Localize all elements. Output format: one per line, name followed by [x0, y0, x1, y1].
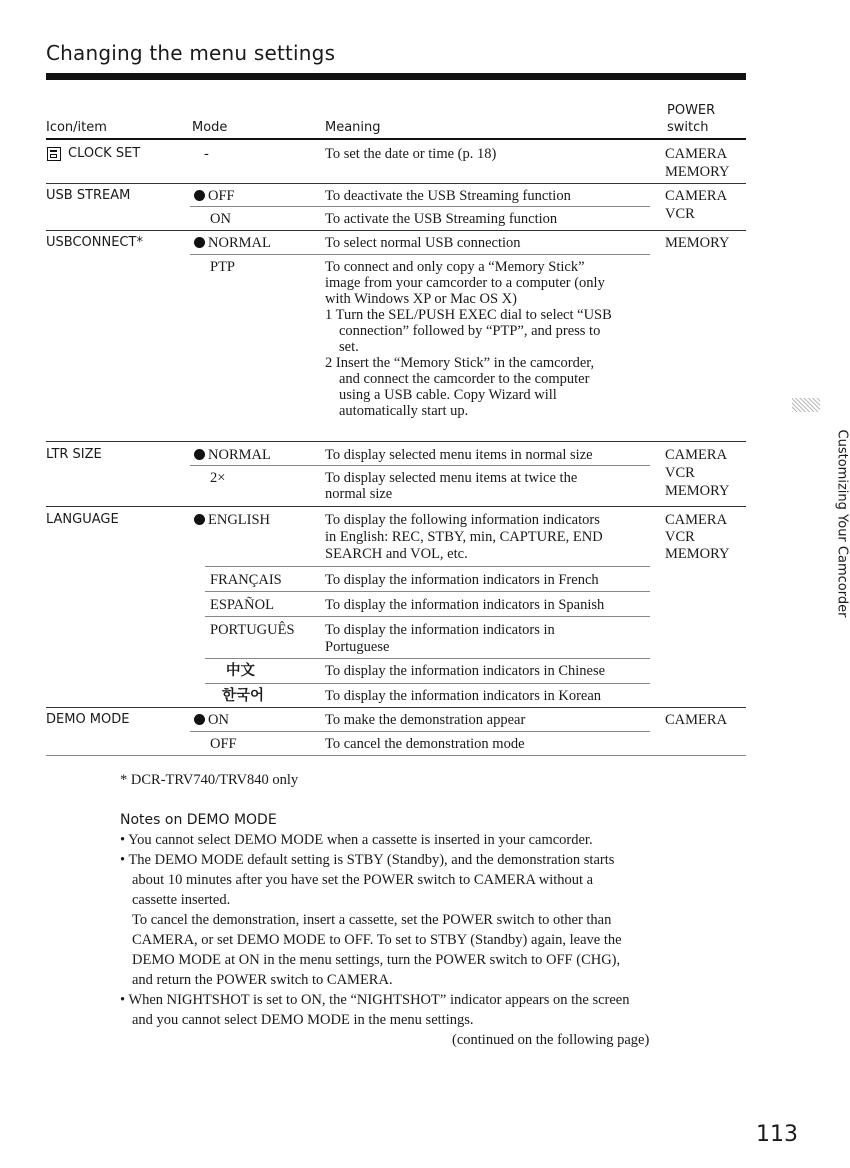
notes-bullet-2-line: • The DEMO MODE default setting is STBY (Standby), and the demonstration starts: [120, 852, 615, 868]
mode-clock-set: -: [204, 146, 209, 162]
divider-usbconnect-inner: [190, 254, 650, 255]
power-usbconnect-1: MEMORY: [665, 235, 730, 251]
meaning-language-portugues-2: Portuguese: [325, 639, 390, 655]
item-ltr-size: LTR SIZE: [46, 447, 102, 462]
mode-usb-stream-off: [194, 188, 235, 204]
default-dot-icon: [194, 514, 205, 525]
power-usb-stream-1: CAMERA: [665, 188, 728, 204]
meaning-language-korean: To display the information indicators in Korean: [325, 688, 602, 704]
notes-para-line: CAMERA, or set DEMO MODE to OFF. To set to STBY (Standby) again, leave the: [132, 932, 622, 948]
power-language-2: VCR: [665, 529, 695, 545]
mode-usb-stream-off-label: OFF: [208, 188, 235, 204]
mode-ltr-size-normal-label: NORMAL: [208, 447, 271, 463]
power-ltr-size-2: VCR: [665, 465, 695, 481]
divider-ltr-size: [46, 506, 746, 507]
notes-bullet-2-line: cassette inserted.: [132, 892, 231, 908]
item-usb-stream: USB STREAM: [46, 188, 131, 203]
meaning-language-english-1: To display the following information indicators: [325, 512, 600, 528]
mode-ltr-size-2x: 2×: [210, 470, 226, 486]
divider-demo-mode-inner: [190, 731, 650, 732]
meaning-ltr-size-normal: To display selected menu items in normal size: [325, 447, 593, 463]
item-clock-set: CLOCK SET: [68, 146, 141, 161]
header-mode: Mode: [192, 120, 228, 135]
side-tab-text: Customizing Your Camcorder: [834, 429, 850, 618]
mode-language-korean: 한국어: [222, 688, 265, 704]
divider-language: [46, 707, 746, 708]
notes-bullet-2-line: about 10 minutes after you have set the POWER switch to CAMERA without a: [132, 872, 594, 888]
mode-ltr-size-normal: [194, 447, 271, 463]
page-number: 113: [756, 1122, 798, 1147]
mode-usbconnect-normal: [194, 235, 271, 251]
meaning-usb-stream-off: To deactivate the USB Streaming function: [325, 188, 571, 204]
divider-clock-set: [46, 183, 746, 184]
divider-language-3: [205, 616, 650, 617]
power-language-3: MEMORY: [665, 546, 730, 562]
divider-demo-mode: [46, 755, 746, 756]
item-language: LANGUAGE: [46, 512, 119, 527]
meaning-usbconnect-ptp: [325, 259, 655, 419]
page-title: Changing the menu settings: [46, 41, 336, 65]
divider-usb-stream: [46, 230, 746, 231]
meaning-usbconnect-normal: To select normal USB connection: [325, 235, 521, 251]
mode-language-english: [194, 512, 270, 528]
meaning-language-english-3: SEARCH and VOL, etc.: [325, 546, 468, 562]
mode-language-chinese: 中文: [226, 663, 255, 679]
notes-continued: (continued on the following page): [452, 1032, 650, 1048]
meaning-usb-stream-on: To activate the USB Streaming function: [325, 211, 558, 227]
mode-language-francais: FRANÇAIS: [210, 572, 282, 588]
mode-usb-stream-on: ON: [210, 211, 231, 227]
mode-demo-mode-on: [194, 712, 229, 728]
mode-usbconnect-ptp: PTP: [210, 259, 235, 275]
notes-para-line: and return the POWER switch to CAMERA.: [132, 972, 393, 988]
meaning-ltr-size-2x-2: normal size: [325, 486, 393, 502]
mode-demo-mode-on-label: ON: [208, 712, 229, 728]
clock-set-icon: [47, 147, 61, 161]
default-dot-icon: [194, 714, 205, 725]
ptp-step2-line: 2 Insert the “Memory Stick” in the camcorder,: [325, 355, 595, 371]
ptp-line: image from your camcorder to a computer (only: [325, 275, 605, 291]
footnote: * DCR-TRV740/TRV840 only: [120, 772, 299, 788]
default-dot-icon: [194, 190, 205, 201]
mode-language-portugues: PORTUGUÊS: [210, 622, 295, 638]
ptp-step2-line: and connect the camcorder to the computer: [339, 371, 590, 387]
notes-para-line: DEMO MODE at ON in the menu settings, turn the POWER switch to OFF (CHG),: [132, 952, 621, 968]
power-ltr-size-3: MEMORY: [665, 483, 730, 499]
divider-language-1: [205, 566, 650, 567]
default-dot-icon: [194, 237, 205, 248]
header-icon-item: Icon/item: [46, 120, 107, 135]
divider-language-5: [205, 683, 650, 684]
meaning-language-espanol: To display the information indicators in Spanish: [325, 597, 605, 613]
ptp-step2-line: using a USB cable. Copy Wizard will: [339, 387, 557, 403]
header-power-line2: switch: [667, 120, 709, 135]
item-usbconnect: USBCONNECT*: [46, 235, 143, 250]
meaning-language-chinese: To display the information indicators in Chinese: [325, 663, 606, 679]
divider-language-4: [205, 658, 650, 659]
divider-language-2: [205, 591, 650, 592]
divider-usbconnect: [46, 441, 746, 442]
mode-usbconnect-normal-label: NORMAL: [208, 235, 271, 251]
header-power-line1: POWER: [667, 103, 716, 118]
meaning-language-francais: To display the information indicators in French: [325, 572, 599, 588]
item-demo-mode: DEMO MODE: [46, 712, 130, 727]
meaning-ltr-size-2x-1: To display selected menu items at twice the: [325, 470, 578, 486]
ptp-step1-line: 1 Turn the SEL/PUSH EXEC dial to select “USB: [325, 307, 612, 323]
meaning-demo-mode-off: To cancel the demonstration mode: [325, 736, 525, 752]
power-clock-set-1: CAMERA: [665, 146, 728, 162]
mode-language-english-label: ENGLISH: [208, 512, 271, 528]
power-clock-set-2: MEMORY: [665, 164, 730, 180]
power-usb-stream-2: VCR: [665, 206, 695, 222]
power-language-1: CAMERA: [665, 512, 728, 528]
ptp-line: with Windows XP or Mac OS X): [325, 291, 517, 307]
divider-ltr-size-inner: [190, 465, 650, 466]
meaning-demo-mode-on: To make the demonstration appear: [325, 712, 526, 728]
ptp-step1-line: connection” followed by “PTP”, and press to: [339, 323, 601, 339]
power-ltr-size-1: CAMERA: [665, 447, 728, 463]
notes-bullet-1: • You cannot select DEMO MODE when a cassette is inserted in your camcorder.: [120, 832, 593, 848]
meaning-clock-set: To set the date or time (p. 18): [325, 146, 497, 162]
header-rule: [46, 138, 746, 140]
meaning-language-english-2: in English: REC, STBY, min, CAPTURE, END: [325, 529, 603, 545]
meaning-language-portugues-1: To display the information indicators in: [325, 622, 555, 638]
title-rule: [46, 73, 746, 80]
ptp-step1-line: set.: [339, 339, 359, 355]
notes-bullet-3-line: and you cannot select DEMO MODE in the menu settings.: [132, 1012, 474, 1028]
divider-usb-stream-inner: [190, 206, 650, 207]
power-demo-mode-1: CAMERA: [665, 712, 728, 728]
notes-body: [120, 830, 760, 1050]
header-meaning: Meaning: [325, 120, 381, 135]
ptp-step2-line: automatically start up.: [339, 403, 469, 419]
notes-para-line: To cancel the demonstration, insert a cassette, set the POWER switch to other than: [132, 912, 612, 928]
notes-bullet-3-line: • When NIGHTSHOT is set to ON, the “NIGHTSHOT” indicator appears on the screen: [120, 992, 630, 1008]
notes-title: Notes on DEMO MODE: [120, 812, 277, 828]
ptp-line: To connect and only copy a “Memory Stick”: [325, 259, 585, 275]
side-tab-marker: [792, 398, 820, 412]
mode-language-espanol: ESPAÑOL: [210, 597, 274, 613]
default-dot-icon: [194, 449, 205, 460]
mode-demo-mode-off: OFF: [210, 736, 237, 752]
